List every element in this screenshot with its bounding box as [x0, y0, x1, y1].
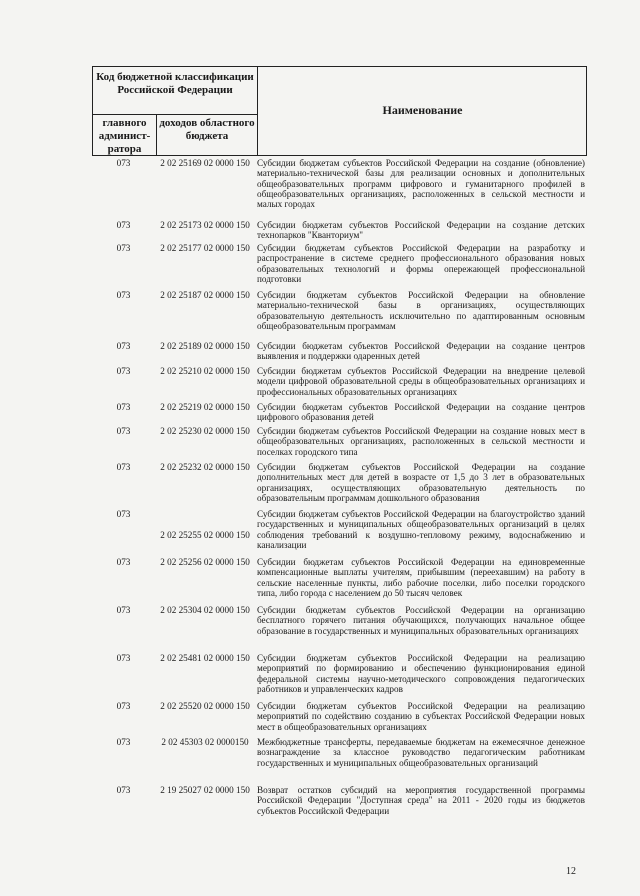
- row-description: Возврат остатков субсидий на мероприятия государственной программы Российской Федерации "Доступная среда" на 2011 - 2020 годы из бюджетов субъектов Российской Федерации: [257, 785, 585, 816]
- admin-code: 073: [116, 366, 131, 376]
- income-code: 2 02 25219 02 0000 150: [160, 402, 250, 412]
- income-code: 2 02 25177 02 0000 150: [160, 243, 250, 253]
- row-description: Субсидии бюджетам субъектов Российской Федерации на единовременные компенсационные выплаты учителям, прибывшим (переехавшим) на работу в сельские населенные пункты, либо рабочие поселки, либо поселки городского типа, либо города с населением до 50 тысяч человек: [257, 557, 585, 598]
- row-description: Субсидии бюджетам субъектов Российской Федерации на разработку и распространение в системе среднего профессионального образования новых образовательных технологий и формы опережающей профессиональной подготовки: [257, 243, 585, 284]
- income-code: 2 02 25481 02 0000 150: [160, 653, 250, 663]
- header-divider: [93, 114, 257, 115]
- income-column-header: доходов областного бюджета: [159, 117, 255, 142]
- row-description: Субсидии бюджетам субъектов Российской Федерации на благоустройство зданий государственных и муниципальных общеобразовательных организаций в целях соблюдения требований к воздушно-тепловому режиму, водоснабжению и канализации: [257, 509, 585, 550]
- income-code: 2 02 25304 02 0000 150: [160, 605, 250, 615]
- row-description: Субсидии бюджетам субъектов Российской Федерации на реализацию мероприятий по формированию и обеспечению функционирования единой федеральной системы научно-методического сопровождения педагогических работников и управленческих кадров: [257, 653, 585, 694]
- page-number: 12: [566, 866, 576, 877]
- income-code: 2 02 25520 02 0000 150: [160, 701, 250, 711]
- income-code: 2 02 25230 02 0000 150: [160, 426, 250, 436]
- income-code: 2 02 25256 02 0000 150: [160, 557, 250, 567]
- table-header: [92, 66, 587, 156]
- admin-code: 073: [116, 243, 131, 253]
- admin-code: 073: [116, 785, 131, 795]
- name-column-header: Наименование: [382, 103, 463, 117]
- income-code: 2 02 25255 02 0000 150: [160, 530, 250, 540]
- row-description: Субсидии бюджетам субъектов Российской Федерации на создание (обновление) материально-технической базы для реализации основных и дополнительных общеобразовательных программ цифрового и гуманитарного профилей в общеобразовательных организациях, расположенных в сельской местности и малых городах: [257, 158, 585, 210]
- admin-code: 073: [116, 158, 131, 168]
- admin-code: 073: [116, 653, 131, 663]
- income-code: 2 02 25189 02 0000 150: [160, 341, 250, 351]
- admin-column-header: главного админист-ратора: [98, 117, 151, 155]
- row-description: Субсидии бюджетам субъектов Российской Федерации на создание центров выявления и поддержки одаренных детей: [257, 341, 585, 362]
- income-code: 2 02 25232 02 0000 150: [160, 462, 250, 472]
- admin-code: 073: [116, 402, 131, 412]
- row-description: Субсидии бюджетам субъектов Российской Федерации на создание центров цифрового образования детей: [257, 402, 585, 423]
- admin-code: 073: [116, 605, 131, 615]
- admin-code: 073: [116, 509, 131, 519]
- income-code: 2 02 25169 02 0000 150: [160, 158, 250, 168]
- row-description: Субсидии бюджетам субъектов Российской Федерации на организацию бесплатного горячего питания обучающихся, получающих начальное общее образование в государственных и муниципальных образовательных организациях: [257, 605, 585, 636]
- row-description: Субсидии бюджетам субъектов Российской Федерации на создание новых мест в общеобразовательных организациях, расположенных в сельской местности и поселках городского типа: [257, 426, 585, 457]
- income-code: 2 19 25027 02 0000 150: [160, 785, 250, 795]
- row-description: Субсидии бюджетам субъектов Российской Федерации на создание дополнительных мест для детей в возрасте от 1,5 до 3 лет в образовательных организациях, осуществляющих образовательную деятельность по образовательным программам дошкольного образования: [257, 462, 585, 503]
- admin-code: 073: [116, 462, 131, 472]
- row-description: Субсидии бюджетам субъектов Российской Федерации на создание детских технопарков "Кванториум": [257, 220, 585, 241]
- row-description: Субсидии бюджетам субъектов Российской Федерации на внедрение целевой модели цифровой образовательной среды в общеобразовательных организациях и профессиональных образовательных организациях: [257, 366, 585, 397]
- row-description: Субсидии бюджетам субъектов Российской Федерации на обновление материально-технической базы в организациях, осуществляющих образовательную деятельность исключительно по адаптированным основным общеобразовательным программам: [257, 290, 585, 331]
- admin-code: 073: [116, 737, 131, 747]
- admin-code: 073: [116, 426, 131, 436]
- admin-code: 073: [116, 220, 131, 230]
- income-code: 2 02 45303 02 0000150: [161, 737, 249, 747]
- budget-code-header: Код бюджетной классификации Российской Федерации: [96, 71, 254, 96]
- income-code: 2 02 25173 02 0000 150: [160, 220, 250, 230]
- row-description: Межбюджетные трансферты, передаваемые бюджетам на ежемесячное денежное вознаграждение за классное руководство педагогическим работникам государственных и муниципальных общеобразовательных организаций: [257, 737, 585, 768]
- income-code: 2 02 25187 02 0000 150: [160, 290, 250, 300]
- admin-code: 073: [116, 290, 131, 300]
- admin-code: 073: [116, 701, 131, 711]
- income-code: 2 02 25210 02 0000 150: [160, 366, 250, 376]
- admin-code: 073: [116, 557, 131, 567]
- row-description: Субсидии бюджетам субъектов Российской Федерации на реализацию мероприятий по содействию созданию в субъектах Российской Федерации новых мест в общеобразовательных организациях: [257, 701, 585, 732]
- admin-code: 073: [116, 341, 131, 351]
